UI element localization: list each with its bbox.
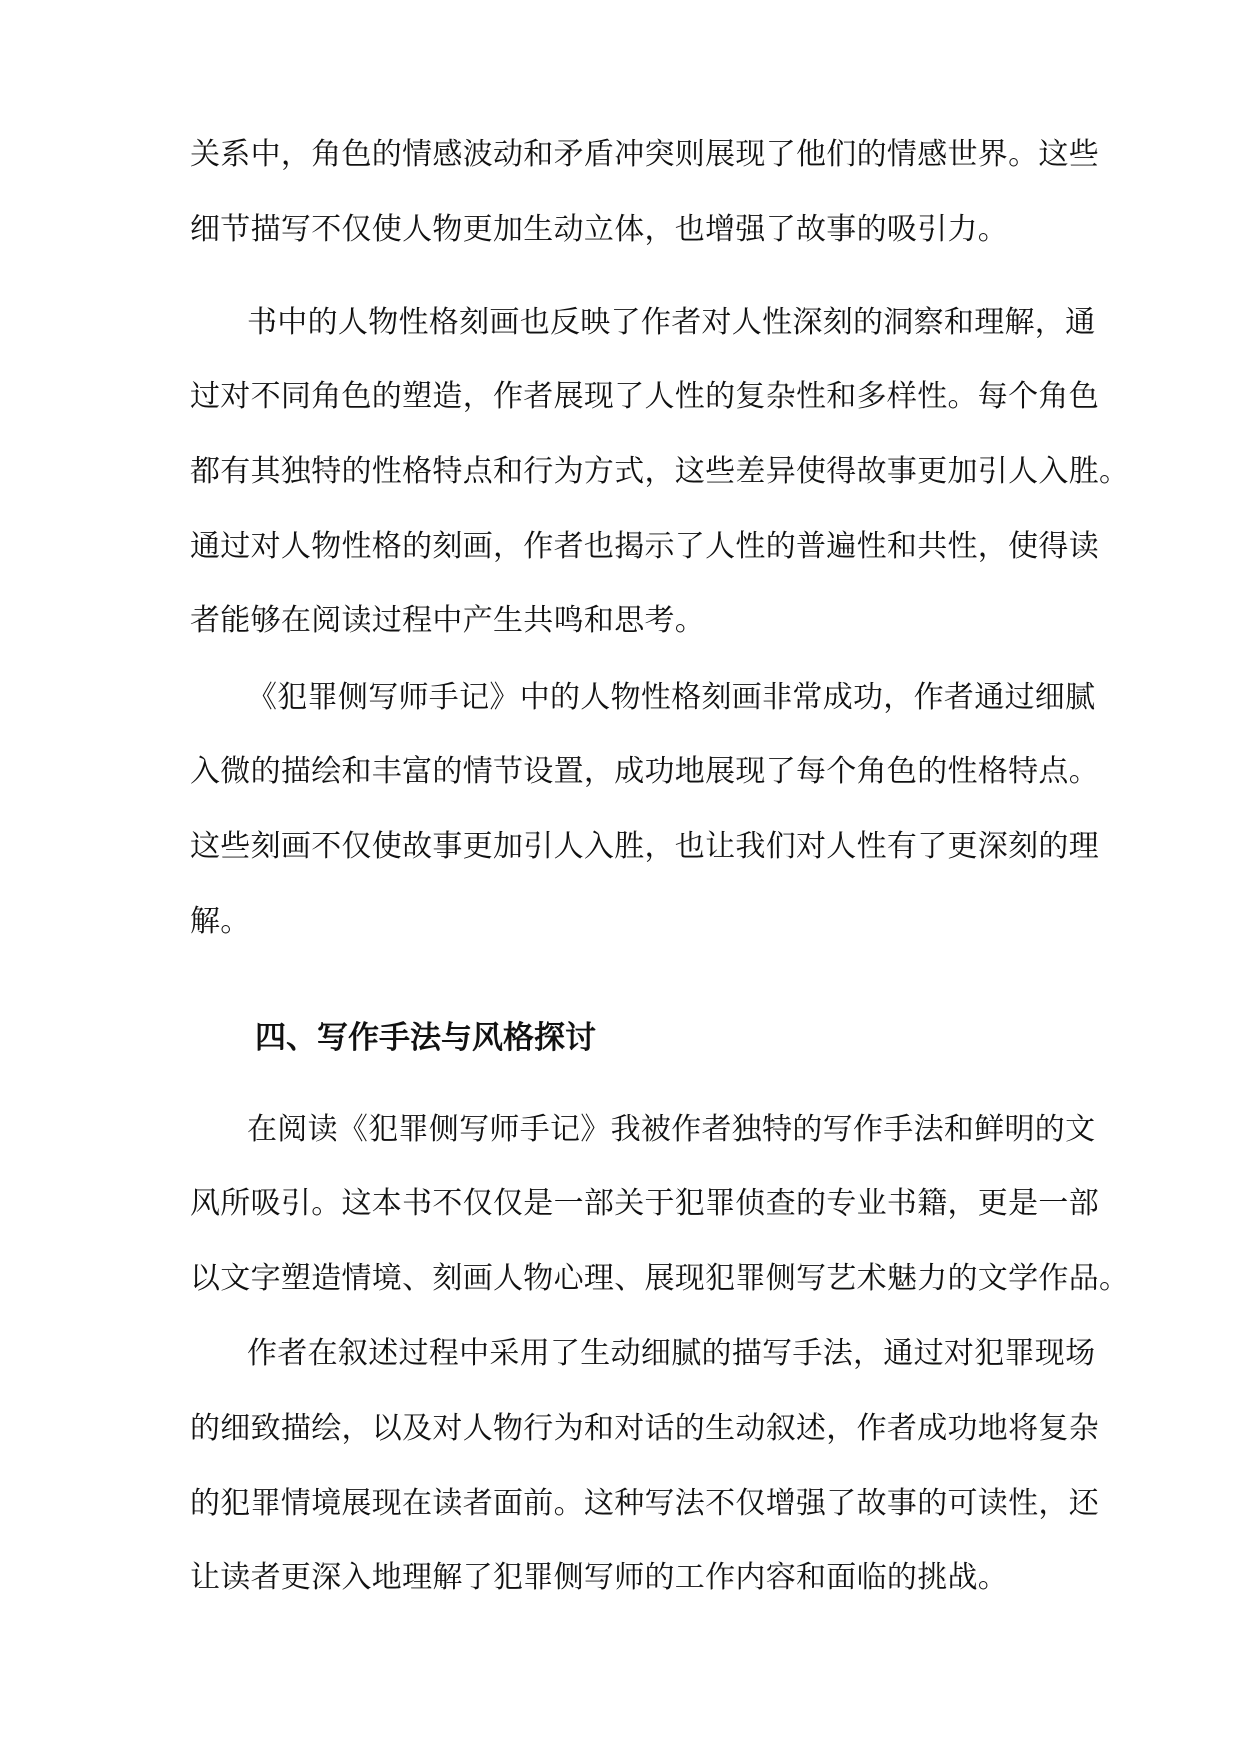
text-line: 细节描写不仅使人物更加生动立体，也增强了故事的吸引力。 [190, 212, 1009, 247]
text-line: 关系中，角色的情感波动和矛盾冲突则展现了他们的情感世界。这些 [190, 137, 1099, 172]
text-line: 都有其独特的性格特点和行为方式，这些差异使得故事更加引人入胜。 [190, 454, 1130, 489]
text-line: 入微的描绘和丰富的情节设置，成功地展现了每个角色的性格特点。 [190, 754, 1099, 789]
section-heading: 四、写作手法与风格探讨 [255, 1020, 596, 1056]
paragraph-start-line: 在阅读《犯罪侧写师手记》我被作者独特的写作手法和鲜明的文 [247, 1112, 1096, 1147]
paragraph-start-line: 书中的人物性格刻画也反映了作者对人性深刻的洞察和理解，通 [247, 305, 1096, 340]
text-line: 通过对人物性格的刻画，作者也揭示了人性的普遍性和共性，使得读 [190, 529, 1099, 564]
text-line: 的细致描绘，以及对人物行为和对话的生动叙述，作者成功地将复杂 [190, 1411, 1099, 1446]
paragraph-start-line: 作者在叙述过程中采用了生动细腻的描写手法，通过对犯罪现场 [247, 1336, 1096, 1371]
text-line: 的犯罪情境展现在读者面前。这种写法不仅增强了故事的可读性，还 [190, 1486, 1099, 1521]
text-line: 让读者更深入地理解了犯罪侧写师的工作内容和面临的挑战。 [190, 1560, 1009, 1595]
text-line: 这些刻画不仅使故事更加引人入胜，也让我们对人性有了更深刻的理 [190, 829, 1099, 864]
text-line: 风所吸引。这本书不仅仅是一部关于犯罪侦查的专业书籍，更是一部 [190, 1186, 1099, 1221]
text-line: 以文字塑造情境、刻画人物心理、展现犯罪侧写艺术魅力的文学作品。 [190, 1261, 1130, 1296]
text-line: 过对不同角色的塑造，作者展现了人性的复杂性和多样性。每个角色 [190, 379, 1099, 414]
text-line: 解。 [190, 904, 251, 939]
paragraph-start-line: 《犯罪侧写师手记》中的人物性格刻画非常成功，作者通过细腻 [247, 680, 1096, 715]
text-line: 者能够在阅读过程中产生共鸣和思考。 [190, 603, 706, 638]
